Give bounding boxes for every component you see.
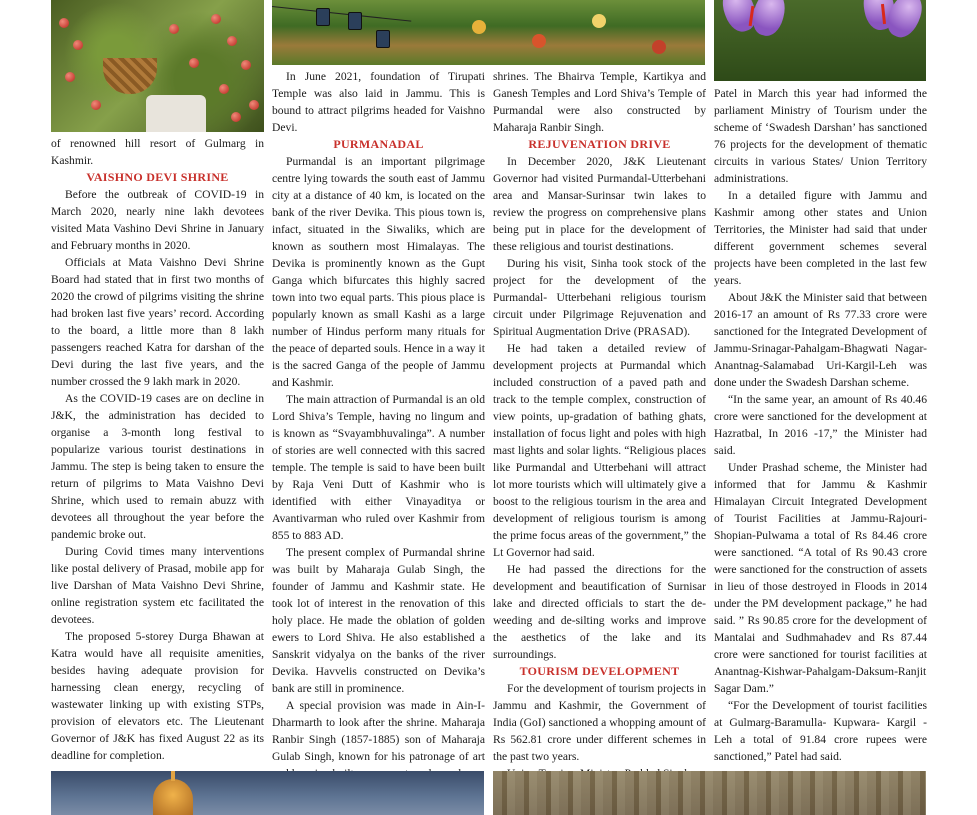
section-heading-purmanadal: PURMANADAL [333, 137, 424, 151]
town-aerial-photo [493, 771, 926, 815]
paragraph: In a detailed figure with Jammu and Kashmir among other states and Union Territories, the Minister had said that under different government schemes several projects have been completed in the last few years. [714, 189, 927, 287]
basket-icon [103, 58, 157, 94]
article-column-4 [714, 85, 927, 765]
paragraph: As the COVID-19 cases are on decline in J&K, the administration has decided to organise a 3-month long festival to popularize various tourist destinations in Jammu. The step is being taken to ensure the return of pilgrims to Mata Vaishno Devi Shrine, which used to remain abuzz with devotees all throughout the year before the pandemic broke out. [51, 392, 264, 541]
paragraph: The main attraction of Purmandal is an old Lord Shiva’s Temple, having no lingum and is known as “Svayambhuvalinga”. A number of stories are well connected with this sacred temple. The temple is said to have been built by Raja Veni Dutt of Kashmir who is identified with either Vinayaditya or Avantivarman who ruled over Kashmir from 855 to 883 AD. [272, 393, 485, 542]
article-column-2 [272, 68, 485, 782]
photo-caption: of renowned hill resort of Gulmarg in Kashmir. [51, 137, 264, 167]
temple-photo [51, 771, 484, 815]
cable-car-icon [376, 30, 390, 48]
section-heading-vaishno-devi: VAISHNO DEVI SHRINE [86, 170, 229, 184]
cable-car-icon [316, 8, 330, 26]
apple-orchard-photo [51, 0, 264, 132]
paragraph: During Covid times many interventions like postal delivery of Prasad, mobile app for live Darshan of Mata Vaishno Devi Shrine, online registration system etc facilitated the devotees. [51, 545, 264, 626]
paragraph: Patel in March this year had informed the parliament Ministry of Tourism under the scheme of ‘Swadesh Darshan’ has sanctioned 76 projects for the development of thematic circuits in various States/ Union Territory administrations. [714, 87, 927, 185]
stone-wall [146, 95, 206, 132]
section-heading-rejuvenation-drive: REJUVENATION DRIVE [528, 137, 671, 151]
cable-car-icon [348, 12, 362, 30]
article-column-3 [493, 68, 706, 782]
paragraph: The present complex of Purmandal shrine was built by Maharaja Gulab Singh, the founder of Jammu and Kashmir state. He took lot of interest in the renovation of this holy place. He made the oblation of golden ewers to Lord Shiva. He also established a Sanskrit vidyalya on the banks of the river Devika. Havvelis constructed on Devika’s bank are still in prominence. [272, 546, 485, 695]
paragraph: About J&K the Minister said that between 2016-17 an amount of Rs 77.33 crore were sanctioned for the Integrated Development of Jammu-Srinagar-Pahalgam-Bhagwati Nagar- Anantnag-Salamabad Uri-Kargil-Leh was done under the Swadesh Darshan scheme. [714, 291, 927, 389]
paragraph: “For the Development of tourist facilities at Gulmarg-Baramulla- Kupwara- Kargil -Leh a total of 91.84 crore rupees were sanctioned,” Patel had said. [714, 699, 927, 763]
paragraph: The proposed 5-storey Durga Bhawan at Katra would have all requisite amenities, besides having adequate provision for harnessing clean energy, recycling of wastewater linking up with existing STPs, provision of elevators etc. The Lieutenant Governor of J&K has fixed August 22 as its deadline for completion. [51, 630, 264, 762]
paragraph: During his visit, Sinha took stock of the project for the development of the Purmandal- Utterbehani religious tourism circuit under Pilgrimage Rejuvenation and Spiritual Augmentation Drive (PRASAD). [493, 257, 706, 338]
saffron-flower-photo [714, 0, 926, 81]
cable-car-photo [272, 0, 705, 65]
paragraph: “In the same year, an amount of Rs 40.46 crore were sanctioned for the development at Hazratbal, In 2016 -17,” the Minister had said. [714, 393, 927, 457]
paragraph: He had taken a detailed review of development projects at Purmandal which included construction of a paved path and track to the temple complex, construction of view points, up-gradation of bathing ghats, installation of focus light and poles with high mast lights and solar lights. “Religious places like Purmandal and Utterbehani will attract lot more tourists which will ultimately give a boost to the religious tourism in the area and development of religious tourism is among the prime focus areas of the government,” the Lt Governor had said. [493, 342, 706, 559]
paragraph: Under Prashad scheme, the Minister had informed that for Jammu & Kashmir Himalayan Circuit Integrated Development of Tourist Facilities at Jammu-Rajouri-Shopian-Pulwama a total of Rs 84.46 crore were sanctioned. “A total of Rs 90.43 crore were sanctioned for the construction of assets in lieu of those destroyed in Floods in 2014 under the PM development package,” he had said. ” Rs 90.85 crore for the development of Mantalai and Sudhmahadev and Rs 87.44 crore were sanctioned for tourist facilities at Anantnag-Kishwar-Pahalgam-Daksum-Ranjit Sagar Dam.” [714, 461, 927, 695]
paragraph: A special provision was made in Ain-I-Dharmarth to look after the shrine. Maharaja Ranbir Singh (1857-1885) son of Maharaja Gulab Singh, known for his patronage of art [272, 699, 485, 763]
paragraph: Before the outbreak of COVID-19 in March 2020, nearly nine lakh devotees visited Mata Vashino Devi Shrine in January and February months in 2020. [51, 188, 264, 252]
paragraph: For the development of tourism projects in Jammu and Kashmir, the Government of India (GoI) sanctioned a whopping amount of Rs 562.81 crore under different schemes in the past two years. [493, 682, 706, 763]
temple-dome-icon [153, 779, 193, 815]
section-heading-tourism-development: TOURISM DEVELOPMENT [519, 664, 680, 678]
paragraph: shrines. The Bhairva Temple, Kartikya and Ganesh Temples and Lord Shiva’s Temple of Purmandal were also constructed by Maharaja Ranbir Singh. [493, 70, 706, 134]
article-column-1 [51, 135, 264, 764]
paragraph: In June 2021, foundation of Tirupati Temple was also laid in Jammu. This is bound to attract pilgrims headed for Vaishno Devi. [272, 70, 485, 134]
paragraph: Purmandal is an important pilgrimage centre lying towards the south east of Jammu city at a distance of 40 km, is located on the bank of the river Devika. This pious town is, infact, situated in the Siwaliks, which are known as southern most Himalayas. The Devika is prominently known as the Gupt Ganga which bifurcates this highly sacred town into two equal parts. This pious place is popularly known as small Kashi as a large number of Hindus perform many rituals for the peace of departed souls. Hence in a way it is the sacred Ganga of the people of Jammu and Kashmir. [272, 155, 485, 389]
paragraph: In December 2020, J&K Lieutenant Governor had visited Purmandal-Utterbehani area and Mansar-Surinsar twin lakes to review the progress on comprehensive plans being put in place for the development of these religious and tourist destinations. [493, 155, 706, 253]
paragraph: Officials at Mata Vaishno Devi Shrine Board had stated that in first two months of 2020 the crowd of pilgrims visiting the shrine had broken last five years’ record. According to the board, a little more than 8 lakh passengers reached Katra for darshan of the Devi during the last five years, and the number crossed the 9 lakh mark in 2020. [51, 256, 264, 388]
paragraph: He had passed the directions for the development and beautification of Surnisar lake and directed officials to start the de-weeding and de-silting works and improve the aesthetics of the lake and its surroundings. [493, 563, 706, 661]
